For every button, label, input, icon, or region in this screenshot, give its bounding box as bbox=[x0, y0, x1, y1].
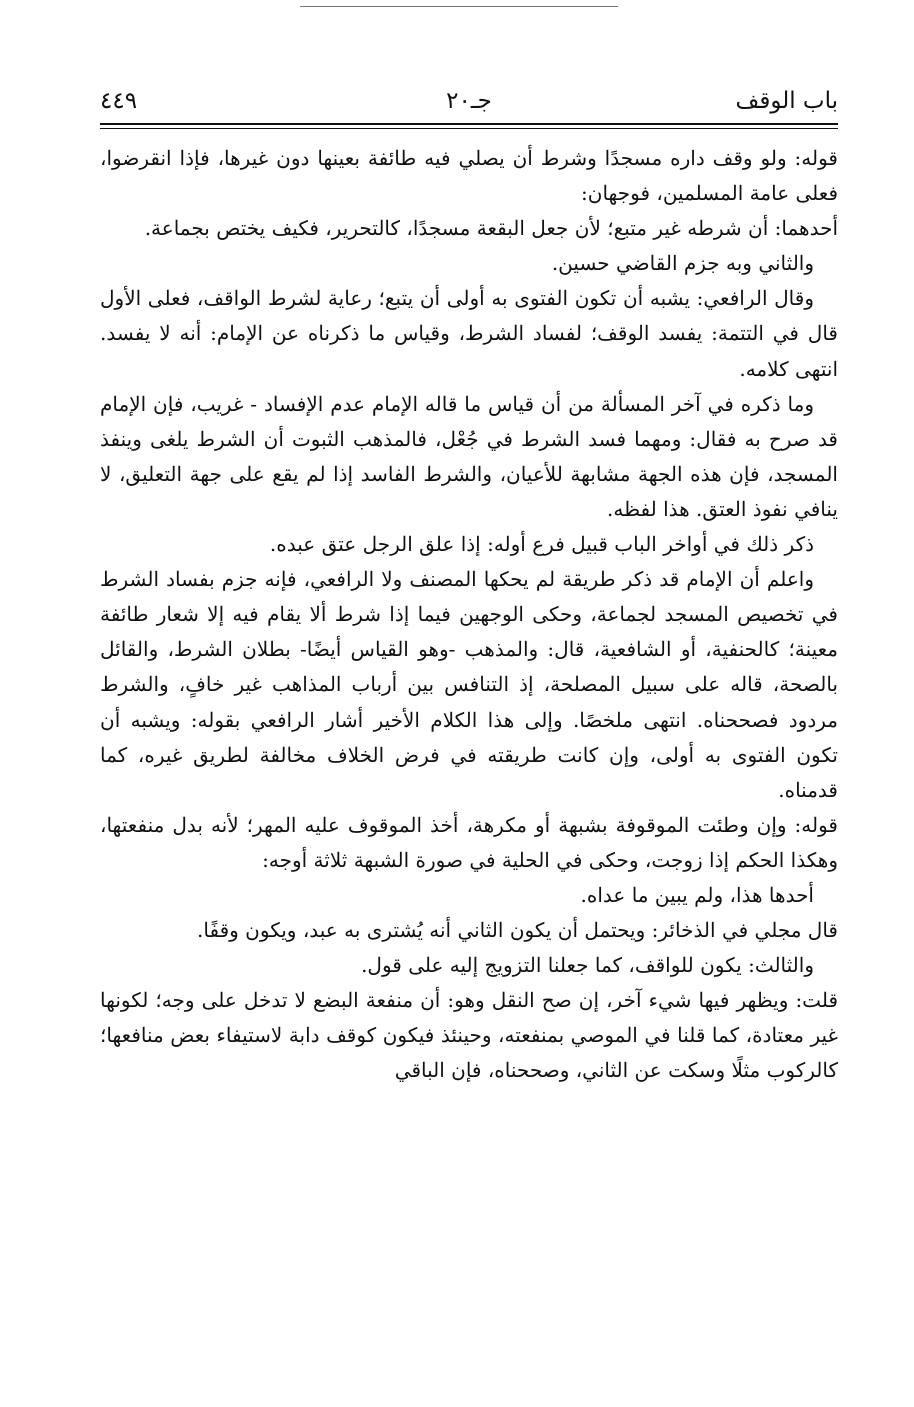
paragraph: قوله: وإن وطئت الموقوفة بشبهة أو مكرهة، أخذ الموقوف عليه المهر؛ لأنه بدل منفعتها، وهكذا الحكم إذا زوجت، وحكى في الحلية في صورة الشبهة ثلاثة أوجه: bbox=[100, 812, 838, 872]
page bbox=[100, 60, 838, 114]
paragraph: أحدها هذا، ولم يبين ما عداه. bbox=[580, 882, 814, 907]
paragraph: والثاني وبه جزم القاضي حسين. bbox=[551, 251, 814, 276]
page-body bbox=[100, 141, 838, 1089]
chapter-title: باب الوقف bbox=[735, 88, 838, 114]
volume-number: جـ٢٠ bbox=[446, 88, 492, 114]
running-head bbox=[100, 60, 838, 114]
paragraph: قال مجلي في الذخائر: ويحتمل أن يكون الثاني أنه يُشترى به عبد، ويكون وقفًا. bbox=[197, 918, 838, 943]
paragraph: وما ذكره في آخر المسألة من أن قياس ما قاله الإمام عدم الإفساد - غريب، فإن الإمام قد صرح به فقال: ومهما فسد الشرط في جُعْل، فالمذهب الثبوت أن الشرط يلغى وينفذ المسجد، فإن هذه الجهة مشابهة للأعيان، والشرط الفاسد إذا لم يقع على جهة التعليق، لا ينافي نفوذ العتق. هذا لفظه. bbox=[100, 391, 838, 521]
page-number: ٤٤٩ bbox=[100, 88, 138, 114]
paragraph: قلت: ويظهر فيها شيء آخر، إن صح النقل وهو: أن منفعة البضع لا تدخل على وجه؛ لكونها غير معتادة، كما قلنا في الموصي بمنفعته، وحينئذ فيكون كوقف دابة لاستيفاء بعض منافعها؛ كالركوب مثلًا وسكت عن الثاني، وصححناه، فإن الباقي bbox=[100, 988, 838, 1083]
paragraph: ذكر ذلك في أواخر الباب قبيل فرع أوله: إذا علق الرجل عتق عبده. bbox=[269, 532, 814, 557]
paragraph: قوله: ولو وقف داره مسجدًا وشرط أن يصلي فيه طائفة بعينها دون غيرها، فإذا انقرضوا، فعلى عامة المسلمين، فوجهان: bbox=[100, 146, 838, 206]
paragraph: أحدهما: أن شرطه غير متبع؛ لأن جعل البقعة مسجدًا، كالتحرير، فكيف يختص بجماعة. bbox=[144, 216, 838, 241]
paragraph: وقال الرافعي: يشبه أن تكون الفتوى به أولى أن يتبع؛ رعاية لشرط الواقف، فعلى الأول قال في التتمة: يفسد الوقف؛ لفساد الشرط، وقياس ما ذكرناه عن الإمام: أنه لا يفسد. انتهى كلامه. bbox=[100, 286, 838, 381]
paragraph: واعلم أن الإمام قد ذكر طريقة لم يحكها المصنف ولا الرافعي، فإنه جزم بفساد الشرط في تخصيص المسجد لجماعة، وحكى الوجهين فيما إذا شرط ألا يقام فيه إلا شعار طائفة معينة؛ كالحنفية، أو الشافعية، قال: والمذهب -وهو القياس أيضًا- بطلان الشرط، والقائل بالصحة، قاله على سبيل المصلحة، إذ التنافس بين أرباب المذاهب غير خافٍ، والشرط مردود فصححناه. انتهى ملخصًا. وإلى هذا الكلام الأخير أشار الرافعي بقوله: ويشبه أن تكون الفتوى به أولى، وإن كانت طريقته في فرض الخلاف مخالفة لطريق غيره، كما قدمناه. bbox=[100, 567, 838, 802]
paragraph: والثالث: يكون للواقف، كما جعلنا التزويج إليه على قول. bbox=[361, 953, 814, 978]
header-rule bbox=[100, 123, 838, 129]
scan-edge-line bbox=[300, 6, 618, 7]
